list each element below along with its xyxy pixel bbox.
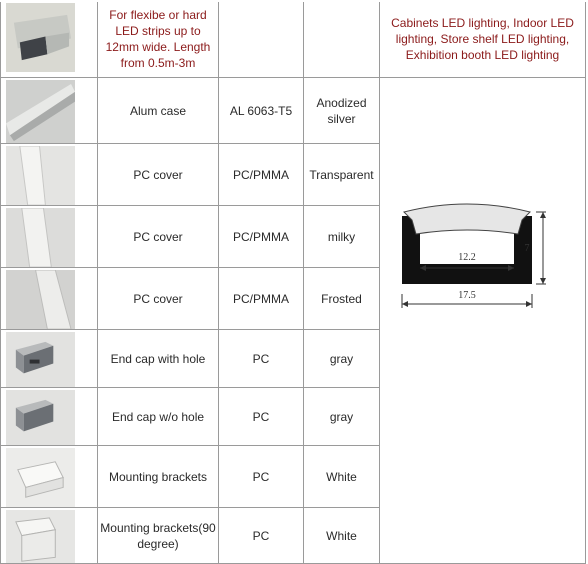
mounting-bracket-photo [6, 448, 75, 507]
part-finish: Anodized silver [304, 78, 380, 144]
pc-cover-transparent-photo [6, 146, 75, 205]
part-name: Mounting brackets(90 degree) [98, 508, 219, 564]
applications-text: Cabinets LED lighting, Indoor LED lighting, Store shelf LED lighting, Exhibition booth LED lighting [380, 1, 586, 78]
inner-width-label: 12.2 [458, 252, 476, 263]
part-name: Alum case [98, 78, 219, 144]
part-material: PC/PMMA [219, 268, 304, 330]
top-crop-edge [0, 0, 588, 2]
part-material: PC/PMMA [219, 144, 304, 206]
product-photo-cell [1, 206, 98, 268]
table-row [1, 1, 586, 78]
pc-cover-milky-photo [6, 208, 75, 267]
part-finish: milky [304, 206, 380, 268]
table-row [1, 78, 586, 144]
part-material: PC [219, 446, 304, 508]
part-finish: White [304, 446, 380, 508]
pc-cover-frosted-photo [6, 270, 75, 329]
product-photo-cell [1, 508, 98, 564]
part-material: PC [219, 330, 304, 388]
part-name: PC cover [98, 206, 219, 268]
profile-cross-section-diagram [380, 138, 586, 398]
end-cap-without-hole-photo [6, 390, 75, 445]
profile-product-photo [6, 3, 75, 72]
empty-cell [304, 1, 380, 78]
product-photo-cell [1, 144, 98, 206]
part-finish: gray [304, 330, 380, 388]
part-name: PC cover [98, 144, 219, 206]
product-photo-cell [1, 1, 98, 78]
part-name: End cap w/o hole [98, 388, 219, 446]
part-finish: White [304, 508, 380, 564]
product-photo-cell [1, 268, 98, 330]
alum-case-photo [6, 80, 75, 143]
outer-width-label: 17.5 [458, 290, 476, 301]
part-name: End cap with hole [98, 330, 219, 388]
part-material: AL 6063-T5 [219, 78, 304, 144]
part-material: PC [219, 508, 304, 564]
part-finish: Transparent [304, 144, 380, 206]
part-material: PC/PMMA [219, 206, 304, 268]
part-finish: Frosted [304, 268, 380, 330]
product-description: For flexibe or hard LED strips up to 12mm wide. Length from 0.5m-3m [98, 1, 219, 78]
part-name: PC cover [98, 268, 219, 330]
product-photo-cell [1, 330, 98, 388]
part-material: PC [219, 388, 304, 446]
product-photo-cell [1, 388, 98, 446]
height-label: 7 [524, 243, 530, 254]
diagram-cell [380, 78, 586, 564]
part-finish: gray [304, 388, 380, 446]
product-photo-cell [1, 446, 98, 508]
end-cap-with-hole-photo [6, 332, 75, 387]
product-photo-cell [1, 78, 98, 144]
empty-cell [219, 1, 304, 78]
part-name: Mounting brackets [98, 446, 219, 508]
mounting-bracket-90-photo [6, 510, 75, 564]
